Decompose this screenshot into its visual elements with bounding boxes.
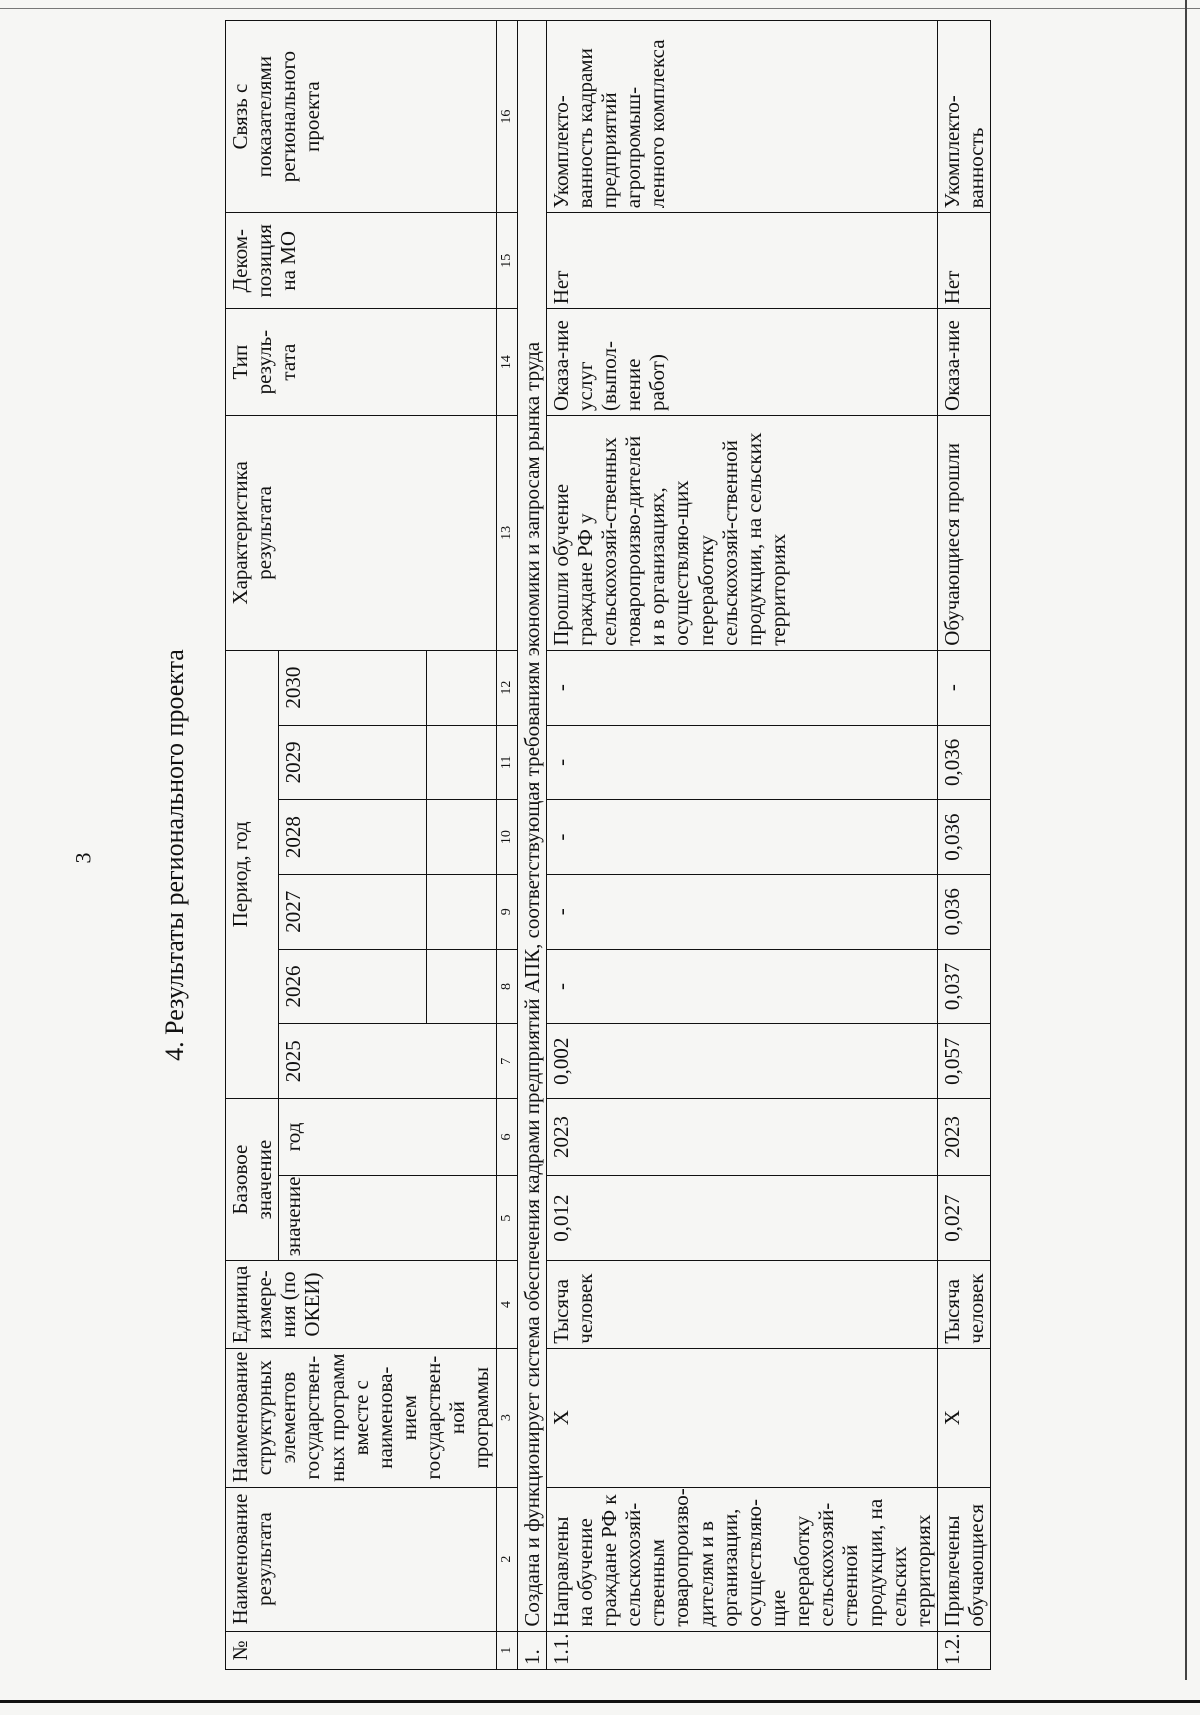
header-decomposition: Деком-позиция на МО xyxy=(226,213,497,309)
section-num: 1. xyxy=(517,1631,546,1669)
row-value-2027: 0,036 xyxy=(938,874,991,949)
row-base-year: 2023 xyxy=(938,1099,991,1176)
column-number: 16 xyxy=(496,21,517,213)
right-edge-line xyxy=(1185,0,1187,1680)
row-num: 1.2. xyxy=(938,1631,991,1669)
top-edge-line xyxy=(0,8,1200,9)
header-name: Наименование результата xyxy=(226,1487,497,1631)
table-row xyxy=(546,21,937,1670)
rotated-table-container xyxy=(225,20,1185,1670)
row-value-2026: 0,037 xyxy=(938,949,991,1024)
row-value-2030: - xyxy=(938,650,991,725)
column-number: 8 xyxy=(496,949,517,1024)
column-number: 13 xyxy=(496,415,517,650)
header-year-2028: 2028 xyxy=(279,800,426,875)
row-value-2028: 0,036 xyxy=(938,800,991,875)
row-characteristic: Обучающиеся прошли xyxy=(938,415,991,650)
table-row xyxy=(938,21,991,1670)
column-number: 11 xyxy=(496,725,517,800)
column-number: 5 xyxy=(496,1175,517,1260)
header-base: Базовое значение xyxy=(226,1099,279,1261)
header-base-year: год xyxy=(279,1099,496,1176)
section-row xyxy=(517,21,546,1670)
header-spacer xyxy=(426,725,496,800)
row-value-2030: - xyxy=(546,650,937,725)
header-spacer xyxy=(426,949,496,1024)
header-year-2029: 2029 xyxy=(279,725,426,800)
page-number: 3 xyxy=(70,852,96,864)
header-link: Связь с показателями регионального проекта xyxy=(226,21,497,213)
row-name: Направлены на обучение граждане РФ к сельскохозяй-ственным товаропроизво-дителям и в организации, осуществляю-щие переработку сельскохозяй-ственной продукции, на сельских территориях xyxy=(546,1487,937,1631)
row-name: Привлечены обучающиеся xyxy=(938,1487,991,1631)
row-link: Укомплекто-ванность xyxy=(938,21,991,213)
row-value-2025: 0,057 xyxy=(938,1024,991,1099)
header-period: Период, год xyxy=(226,650,279,1098)
section-text: Создана и функционирует система обеспечения кадрами предприятий АПК, соответствующая требованиям экономики и запросам рынка труда xyxy=(517,21,546,1632)
row-struct: Х xyxy=(546,1348,937,1487)
header-unit: Единица измере-ния (по ОКЕИ) xyxy=(226,1261,497,1349)
header-year-2026: 2026 xyxy=(279,949,426,1024)
header-year-2030: 2030 xyxy=(279,650,426,725)
row-unit: Тысяча человек xyxy=(938,1261,991,1349)
header-spacer xyxy=(426,800,496,875)
row-struct: Х xyxy=(938,1348,991,1487)
header-spacer xyxy=(426,650,496,725)
column-number: 14 xyxy=(496,309,517,416)
column-number: 2 xyxy=(496,1487,517,1631)
document-title: 4. Результаты регионального проекта xyxy=(160,649,189,1061)
column-number: 3 xyxy=(496,1348,517,1487)
row-type: Оказа-ние услуг (выпол-нение работ) xyxy=(546,309,937,416)
results-table xyxy=(225,20,991,1670)
column-number: 9 xyxy=(496,874,517,949)
header-type: Тип резуль-тата xyxy=(226,309,497,416)
row-unit: Тысяча человек xyxy=(546,1261,937,1349)
row-value-2026: - xyxy=(546,949,937,1024)
row-type: Оказа-ние xyxy=(938,309,991,416)
column-number: 1 xyxy=(496,1631,517,1669)
header-struct: Наименование структурных элементов государствен-ных программ вместе с наименова-нием государствен-ной программы xyxy=(226,1348,497,1487)
row-base-value: 0,027 xyxy=(938,1175,991,1260)
column-number: 4 xyxy=(496,1261,517,1349)
column-number: 6 xyxy=(496,1099,517,1176)
row-characteristic: Прошли обучение граждане РФ у сельскохозяй-ственных товаропроизво-дителей и в организациях, осуществляю-щих переработку сельскохозяй-ственной продукции, на сельских территориях xyxy=(546,415,937,650)
row-value-2027: - xyxy=(546,874,937,949)
column-number: 12 xyxy=(496,650,517,725)
row-value-2029: - xyxy=(546,725,937,800)
row-base-year: 2023 xyxy=(546,1099,937,1176)
header-year-2027: 2027 xyxy=(279,874,426,949)
row-decomposition: Нет xyxy=(938,213,991,309)
row-decomposition: Нет xyxy=(546,213,937,309)
bottom-edge-line xyxy=(0,1700,1200,1703)
row-value-2028: - xyxy=(546,800,937,875)
column-number: 15 xyxy=(496,213,517,309)
header-year-2025: 2025 xyxy=(279,1024,496,1099)
header-spacer xyxy=(426,874,496,949)
row-link: Укомплекто-ванность кадрами предприятий агропромыш-ленного комплекса xyxy=(546,21,937,213)
row-num: 1.1. xyxy=(546,1631,937,1669)
column-number: 10 xyxy=(496,800,517,875)
column-number: 7 xyxy=(496,1024,517,1099)
row-value-2025: 0,002 xyxy=(546,1024,937,1099)
header-base-value: значение xyxy=(279,1175,496,1260)
header-characteristic: Характеристика результата xyxy=(226,415,497,650)
row-value-2029: 0,036 xyxy=(938,725,991,800)
column-number-row xyxy=(496,21,517,1670)
header-num: № xyxy=(226,1631,497,1669)
row-base-value: 0,012 xyxy=(546,1175,937,1260)
